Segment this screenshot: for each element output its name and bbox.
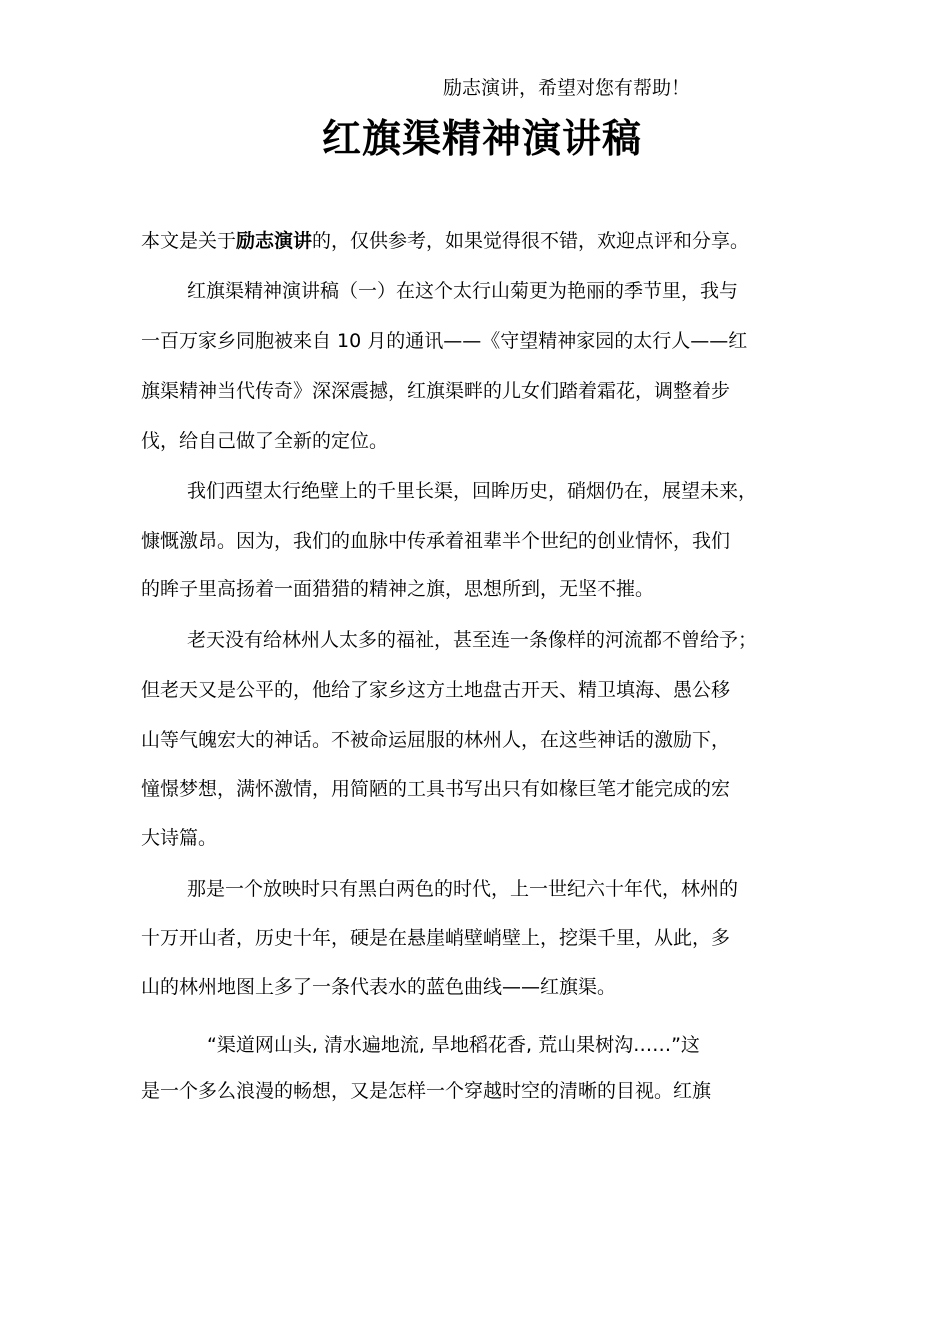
paragraph-line: 十万开山者，历史十年，硬是在悬崖峭壁峭壁上，挖渠千里，从此，多 [141, 927, 731, 949]
paragraph-line: 是一个多么浪漫的畅想，又是怎样一个穿越时空的清晰的目视。红旗 [141, 1080, 712, 1102]
intro-keyword-link: 励志演讲 [236, 230, 313, 252]
paragraph-line: 伐，给自己做了全新的定位。 [141, 430, 389, 452]
paragraph-line: 我们西望太行绝壁上的千里长渠，回眸历史，硝烟仍在，展望未来， [187, 480, 758, 502]
paragraph-line: 老天没有给林州人太多的福祉，甚至连一条像样的河流都不曾给予； [187, 629, 758, 651]
paragraph-line: 山等气魄宏大的神话。不被命运屈服的林州人，在这些神话的激励下， [141, 729, 731, 751]
paragraph-line: 山的林州地图上多了一条代表水的蓝色曲线——红旗渠。 [141, 976, 617, 998]
intro-text-before: 本文是关于 [141, 230, 237, 252]
paragraph-line: 大诗篇。 [141, 827, 218, 849]
intro-line [141, 228, 749, 254]
paragraph-line: 红旗渠精神演讲稿（一）在这个太行山菊更为艳丽的季节里，我与 [187, 280, 739, 302]
document-title: 红旗渠精神演讲稿 [321, 117, 642, 162]
intro-text-after: 的，仅供参考，如果觉得很不错，欢迎点评和分享。 [312, 230, 750, 252]
header-note: 励志演讲，希望对您有帮助！ [443, 77, 691, 99]
paragraph-line: 一百万家乡同胞被来自 10 月的通讯——《守望精神家园的太行人——红 [141, 330, 748, 352]
paragraph-line: 那是一个放映时只有黑白两色的时代，上一世纪六十年代，林州的 [187, 878, 739, 900]
paragraph-line: 但老天又是公平的，他给了家乡这方土地盘古开天、精卫填海、愚公移 [141, 679, 731, 701]
paragraph-line: 憧憬梦想，满怀激情，用简陋的工具书写出只有如椽巨笔才能完成的宏 [141, 778, 731, 800]
paragraph-line: 旗渠精神当代传奇》深深震撼，红旗渠畔的儿女们踏着霜花，调整着步 [141, 380, 731, 402]
paragraph-line: 的眸子里高扬着一面猎猎的精神之旗，思想所到，无坚不摧。 [141, 578, 655, 600]
paragraph-line: “渠道网山头, 清水遍地流, 旱地稻花香, 荒山果树沟……”这 [207, 1034, 700, 1056]
paragraph-line: 慷慨激昂。因为，我们的血脉中传承着祖辈半个世纪的创业情怀，我们 [141, 530, 731, 552]
